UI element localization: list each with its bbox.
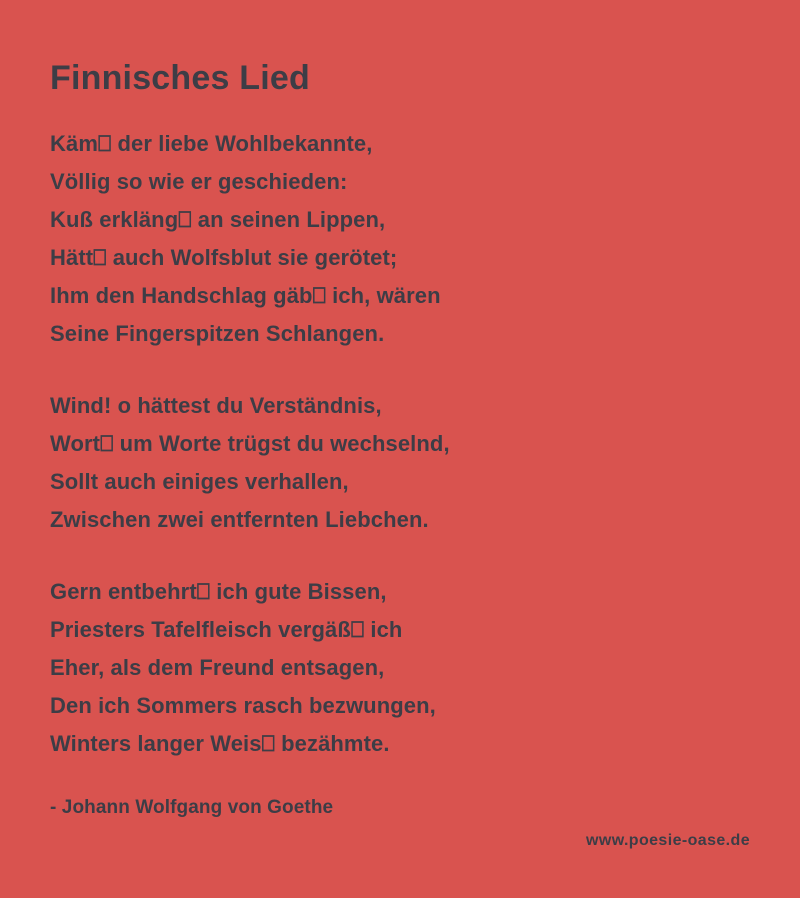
verse-line: Priesters Tafelfleisch vergäß⎕ ich: [50, 616, 403, 642]
poem-author: - Johann Wolfgang von Goethe: [50, 796, 334, 818]
verse-line: Seine Fingerspitzen Schlangen.: [50, 320, 385, 346]
page-title: Finnisches Lied: [50, 59, 310, 97]
verse-line: Den ich Sommers rasch bezwungen,: [50, 692, 436, 718]
verse-line: Zwischen zwei entfernten Liebchen.: [50, 506, 429, 532]
verse-line: Ihm den Handschlag gäb⎕ ich, wären: [50, 282, 441, 308]
verse-line: Kuß erkläng⎕ an seinen Lippen,: [50, 206, 386, 232]
site-url: www.poesie-oase.de: [586, 832, 750, 849]
verse-line: Käm⎕ der liebe Wohlbekannte,: [50, 130, 373, 156]
stanza-1: [50, 125, 750, 353]
verse-line: Sollt auch einiges verhallen,: [50, 468, 349, 494]
verse-line: Völlig so wie er geschieden:: [50, 168, 348, 194]
stanza-2: [50, 387, 750, 539]
verse-line: Wort⎕ um Worte trügst du wechselnd,: [50, 430, 450, 456]
verse-line: Hätt⎕ auch Wolfsblut sie gerötet;: [50, 244, 398, 270]
verse-line: Eher, als dem Freund entsagen,: [50, 654, 385, 680]
verse-line: Winters langer Weis⎕ bezähmte.: [50, 730, 390, 756]
verse-line: Wind! o hättest du Verständnis,: [50, 392, 382, 418]
verse-line: Gern entbehrt⎕ ich gute Bissen,: [50, 578, 387, 604]
stanza-3: [50, 573, 750, 763]
